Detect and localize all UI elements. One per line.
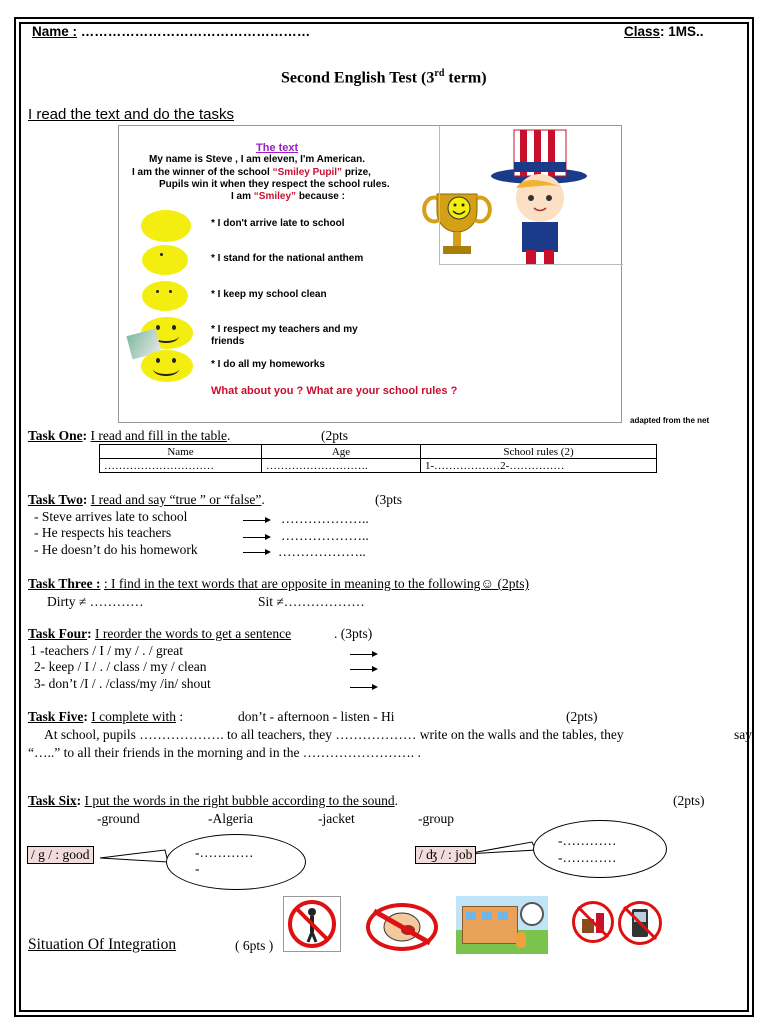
task5-points: (2pts) xyxy=(566,709,598,724)
task5-word-list: don’t - afternoon - listen - Hi xyxy=(238,709,395,724)
no-standing-sign-icon xyxy=(283,896,341,952)
table-cell[interactable]: 1-………………2-…………… xyxy=(421,459,657,473)
bubble-g-line[interactable]: -………… xyxy=(195,845,254,860)
no-food-and-phone-sign xyxy=(570,893,666,953)
text-line-4: I am “Smiley” because : xyxy=(231,191,345,202)
rule-4: * I respect my teachers and my xyxy=(211,324,358,335)
task3-heading: Task Three : : I find in the text words that are opposite in meaning to the following☺ (2pts) xyxy=(28,576,529,591)
task2-item-3: - He doesn’t do his homework xyxy=(34,542,198,557)
task1-points: (2pts xyxy=(321,428,348,443)
rule-5: * I do all my homeworks xyxy=(211,359,325,370)
task1-heading: Task One: I read and fill in the table. xyxy=(28,428,231,443)
task4-heading: Task Four: I reorder the words to get a sentence xyxy=(28,626,292,641)
task2-item-2: - He respects his teachers xyxy=(34,525,172,540)
table-header: Age xyxy=(262,445,421,459)
task6-heading: Task Six: I put the words in the right bubble according to the sound. xyxy=(28,793,398,808)
task2-answer[interactable]: ……………….. xyxy=(278,544,366,559)
sound-g-box: / g / : good xyxy=(27,846,94,864)
rule-1: * I don't arrive late to school xyxy=(211,218,345,229)
task4-points: . (3pts) xyxy=(334,626,373,641)
class-field: Class: 1MS.. xyxy=(624,24,704,39)
bubble-dj-line[interactable]: -………… xyxy=(558,850,617,865)
task5-line-2[interactable]: “…..” to all their friends in the morning and in the ……………………. . xyxy=(28,745,421,760)
integration-points: ( 6pts ) xyxy=(235,938,274,953)
table-header: School rules (2) xyxy=(421,445,657,459)
text-line-2: I am the winner of the school “Smiley Pupil” prize, xyxy=(132,167,371,178)
task4-item-1: 1 -teachers / I / my / . / great xyxy=(30,643,183,658)
task2-answer[interactable]: ……………….. xyxy=(281,511,369,526)
text-line-3: Pupils win it when they respect the school rules. xyxy=(159,179,390,190)
text-line-1: My name is Steve , I am eleven, I'm American. xyxy=(149,154,365,165)
bubble-g[interactable] xyxy=(166,834,306,890)
task5-heading: Task Five: I complete with : xyxy=(28,709,184,724)
school-building-icon xyxy=(456,896,548,954)
task2-heading: Task Two: I read and say “true ” or “false”. xyxy=(28,492,265,507)
task3-item-1[interactable]: Dirty ≠ ………… xyxy=(47,594,144,609)
sound-dj-box: / ʤ / : job xyxy=(415,846,476,864)
task2-points: (3pts xyxy=(375,492,402,507)
table-cell[interactable]: ………………………… xyxy=(100,459,262,473)
task5-line-1[interactable]: At school, pupils ………………. to all teachers, they ……………… write on the walls and the tables, they xyxy=(44,727,624,742)
rule-3: * I keep my school clean xyxy=(211,289,327,300)
text-heading: The text xyxy=(256,142,299,154)
no-shouting-sign-icon xyxy=(360,899,442,955)
task6-word[interactable]: -jacket xyxy=(318,811,355,826)
bubble-dj[interactable] xyxy=(533,820,667,878)
task6-word[interactable]: -group xyxy=(418,811,454,826)
table-header: Name xyxy=(100,445,262,459)
source-note: adapted from the net xyxy=(630,416,710,425)
integration-title: Situation Of Integration xyxy=(28,936,177,953)
task6-word[interactable]: -Algeria xyxy=(208,811,253,826)
task2-answer[interactable]: ……………….. xyxy=(281,528,369,543)
task6-word[interactable]: -ground xyxy=(97,811,140,826)
bubble-g-line[interactable]: - xyxy=(195,861,200,876)
text-question: What about you ? What are your school rules ? xyxy=(211,385,458,397)
reading-instruction: I read the text and do the tasks xyxy=(28,106,234,123)
task4-item-3: 3- don’t /I / . /class/my /in/ shout xyxy=(34,676,211,691)
task5-line-1-end: say xyxy=(734,727,752,742)
task2-item-1: - Steve arrives late to school xyxy=(34,509,188,524)
page-title: Second English Test (3rd term) xyxy=(281,68,487,87)
table-cell[interactable]: ………………………. xyxy=(262,459,421,473)
rule-4-continued: friends xyxy=(211,336,245,347)
name-field: Name : …………………………………………… xyxy=(32,24,311,39)
task4-item-2: 2- keep / I / . / class / my / clean xyxy=(34,659,207,674)
bubble-dj-line[interactable]: -………… xyxy=(558,833,617,848)
rule-2: * I stand for the national anthem xyxy=(211,253,364,264)
task6-points: (2pts) xyxy=(673,793,705,808)
task3-item-2[interactable]: Sit ≠……………… xyxy=(258,594,365,609)
